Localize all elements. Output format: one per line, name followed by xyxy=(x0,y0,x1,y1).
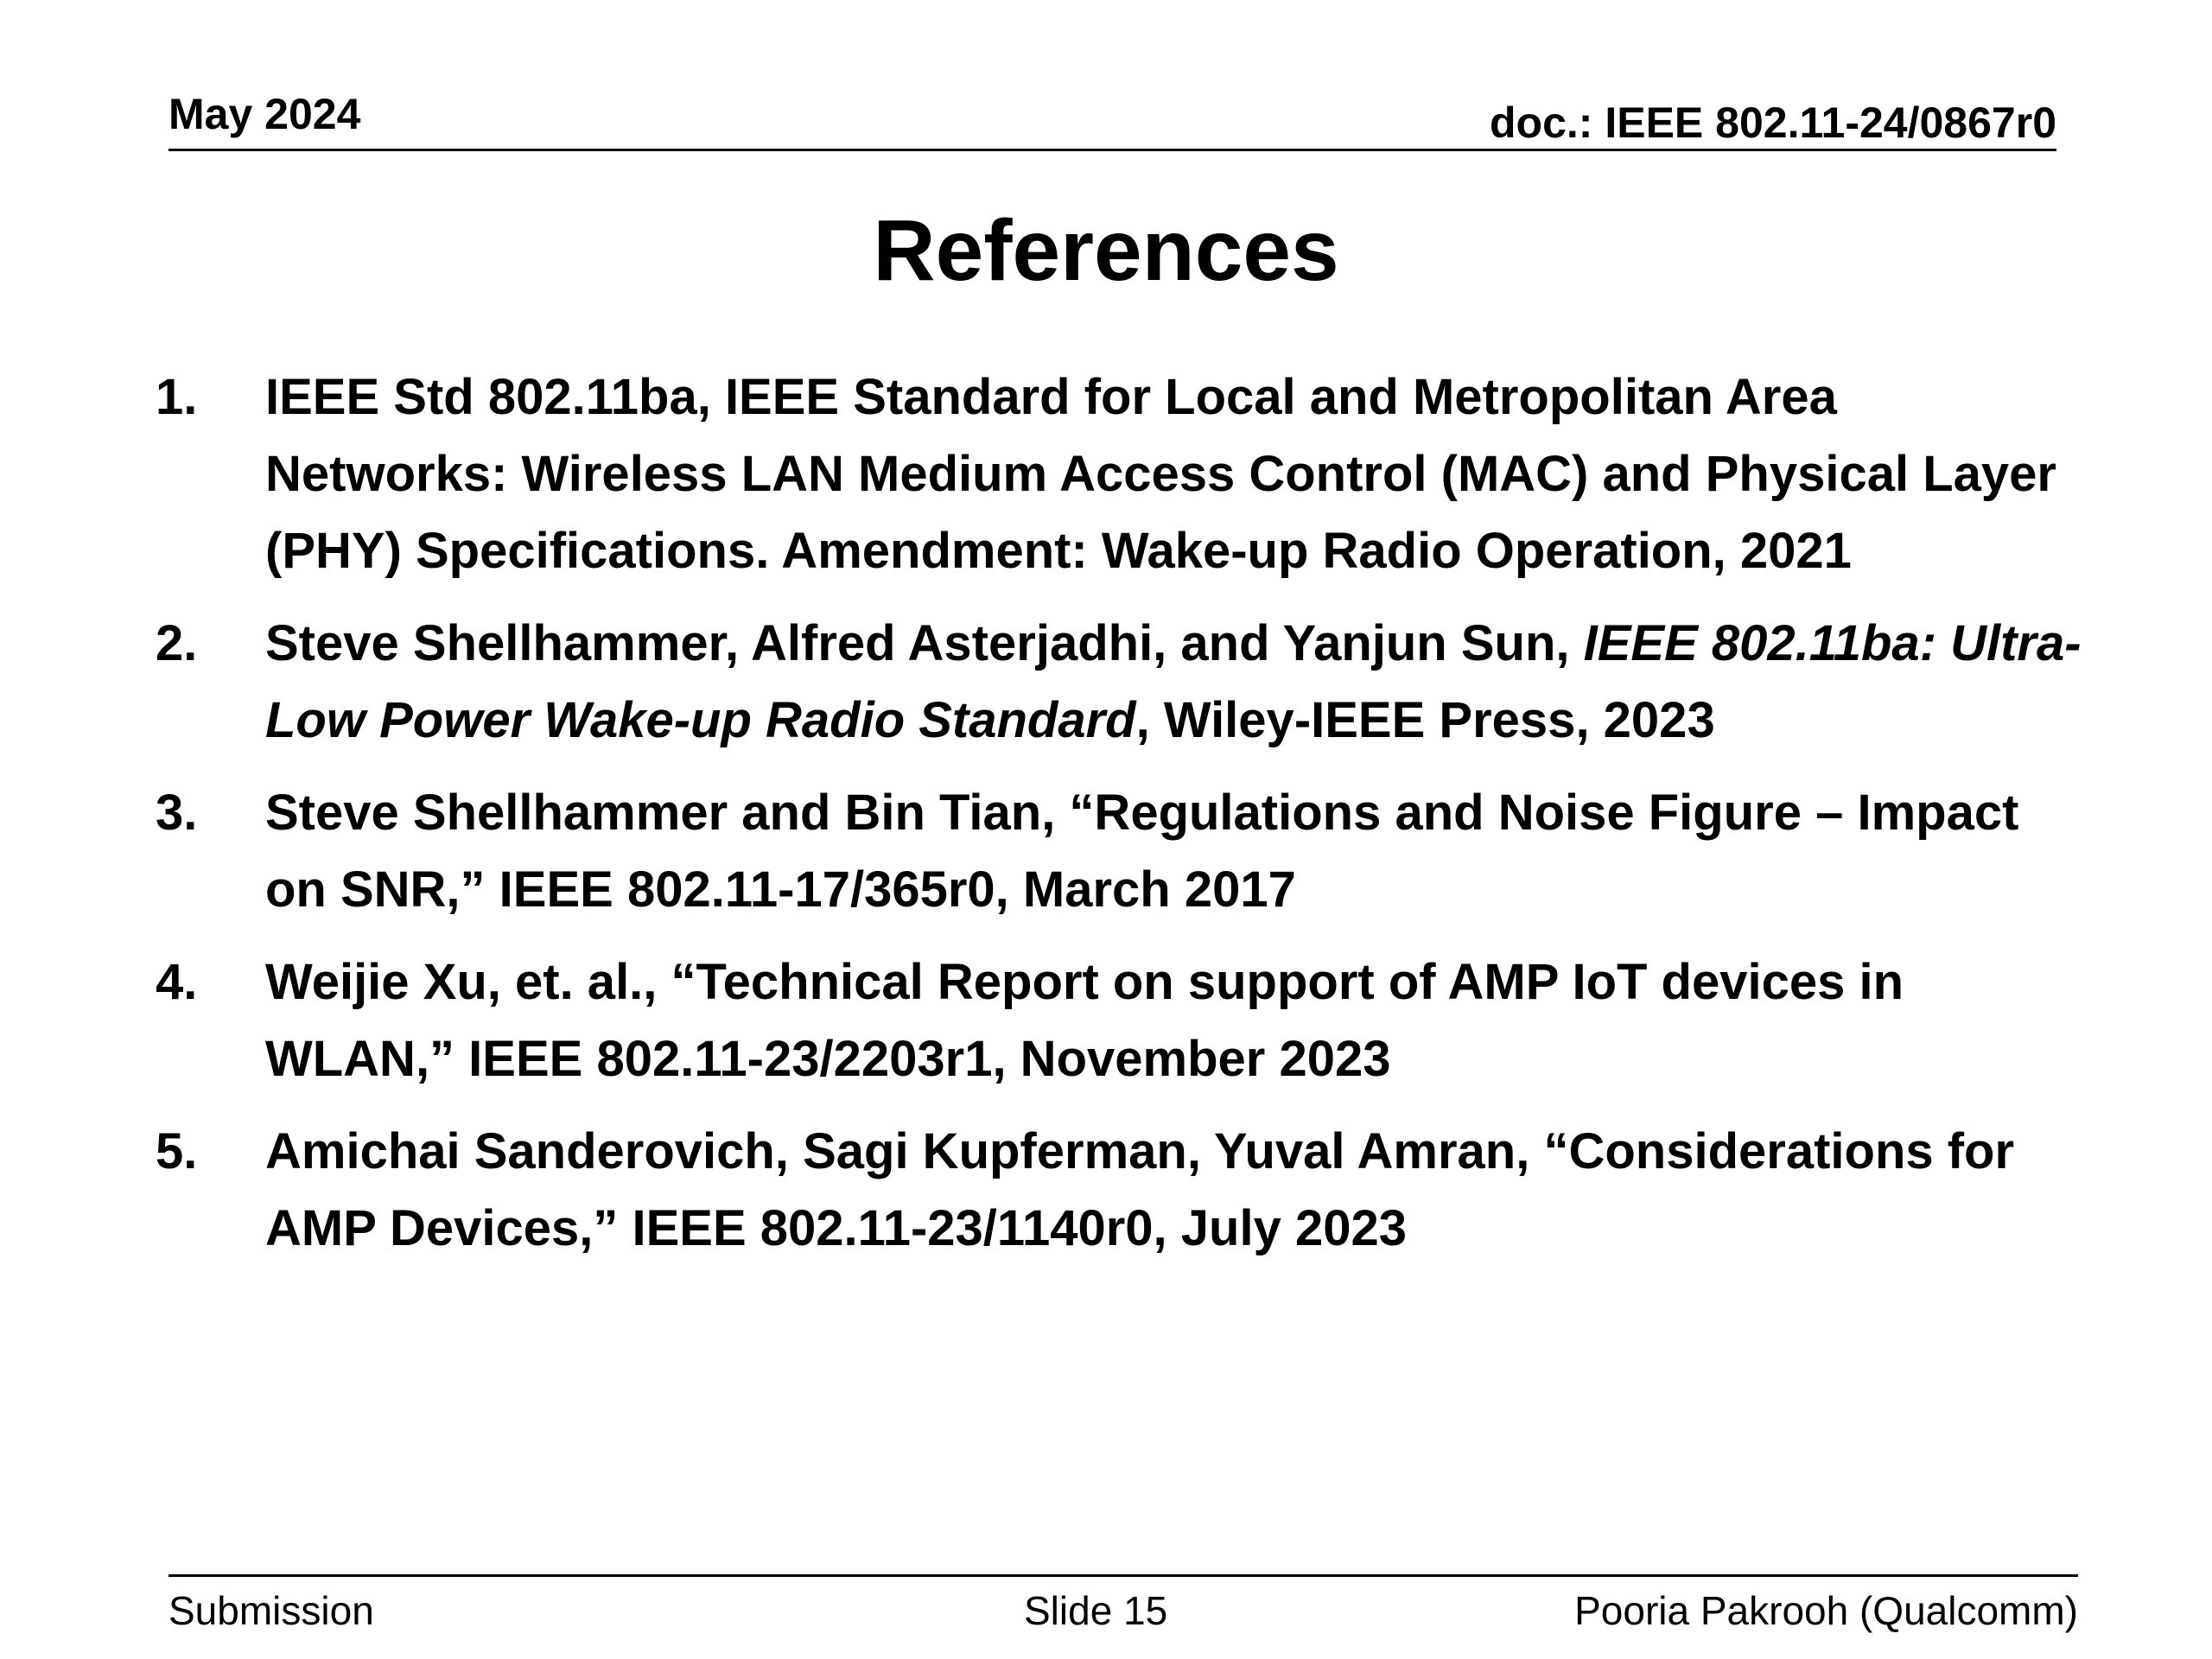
reference-item xyxy=(156,1113,2091,1267)
reference-text: Amichai Sanderovich, Sagi Kupferman, Yuval Amran, “Considerations for AMP Devices,” IEEE 802.11-23/1140r0, July 2023 xyxy=(265,1123,2015,1256)
reference-number: 5. xyxy=(156,1123,198,1179)
reference-number: 4. xyxy=(156,954,198,1010)
reference-item xyxy=(156,944,2091,1097)
reference-text: IEEE Std 802.11ba, IEEE Standard for Local and Metropolitan Area Networks: Wireless LAN Medium Access Control (MAC) and Physical Layer (PHY) Specifications. Amendment: Wake-up Radio Operation, 2021 xyxy=(265,369,2056,579)
reference-text: Weijie Xu, et. al., “Technical Report on support of AMP IoT devices in WLAN,” IEEE 802.11-23/2203r1, November 2023 xyxy=(265,954,1904,1087)
reference-number: 1. xyxy=(156,369,198,425)
reference-item xyxy=(156,605,2091,759)
footer-submission: Submission xyxy=(168,1588,374,1633)
reference-item xyxy=(156,774,2091,928)
header-doc-number: doc.: IEEE 802.11-24/0867r0 xyxy=(1490,99,2056,147)
header-date: May 2024 xyxy=(168,90,361,138)
reference-list xyxy=(156,359,2091,1282)
slide-footer xyxy=(168,1574,2078,1637)
reference-number: 3. xyxy=(156,785,198,841)
reference-number: 2. xyxy=(156,615,198,671)
reference-book-title: IEEE 802.11ba: Ultra-Low Power Wake-up Radio Standard xyxy=(265,615,2082,748)
reference-text xyxy=(265,605,2091,759)
reference-text: Steve Shellhammer and Bin Tian, “Regulations and Noise Figure – Impact on SNR,” IEEE 802.11-17/365r0, March 2017 xyxy=(265,785,2019,918)
reference-publisher: , Wiley-IEEE Press, 2023 xyxy=(1135,692,1715,748)
slide-header xyxy=(168,86,2056,151)
footer-slide-number: Slide 15 xyxy=(1024,1588,1168,1633)
reference-item xyxy=(156,359,2091,589)
slide-title: References xyxy=(873,202,1339,299)
reference-authors: Steve Shellhammer, Alfred Asterjadhi, and Yanjun Sun, xyxy=(265,615,1584,671)
footer-author: Pooria Pakrooh (Qualcomm) xyxy=(1574,1588,2078,1633)
